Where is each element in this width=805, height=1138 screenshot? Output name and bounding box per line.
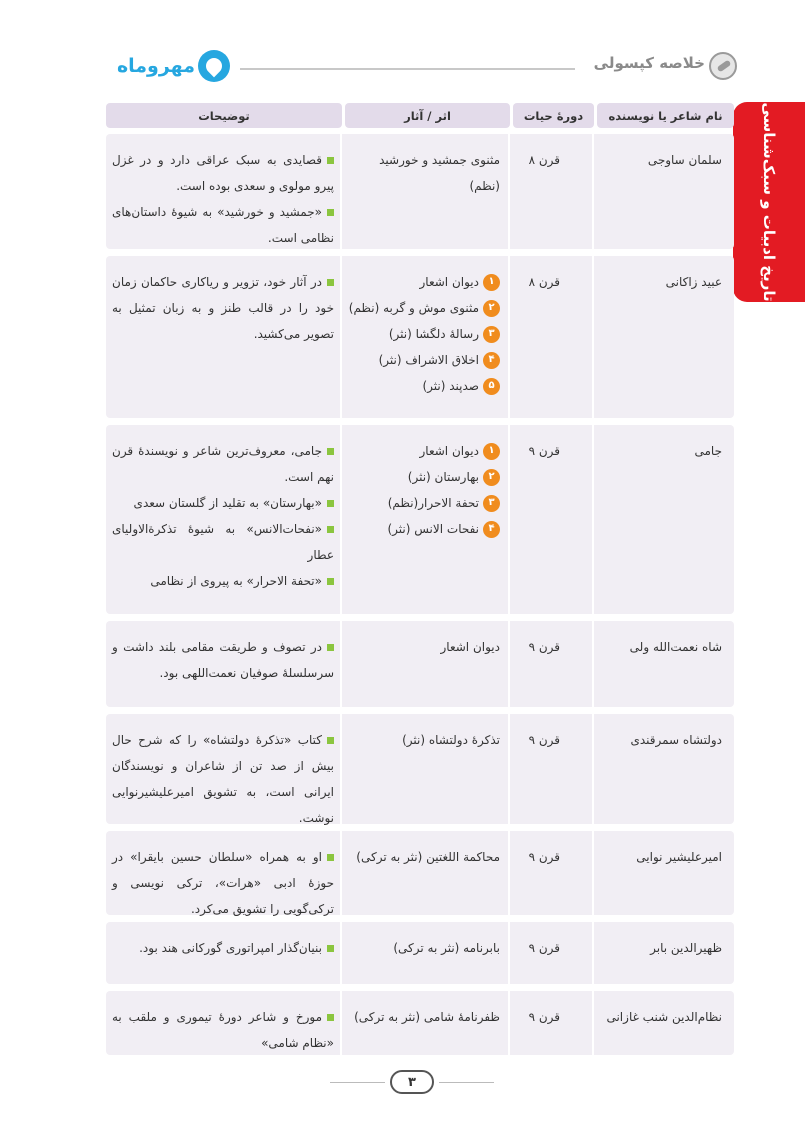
work-number-badge: ۱ — [483, 443, 500, 460]
work-title: بهارستان (نثر) — [407, 470, 479, 484]
table-row — [106, 425, 734, 614]
authors-table — [106, 103, 734, 1062]
works-cell — [342, 831, 510, 915]
work-title: دیوان اشعار — [419, 275, 479, 289]
header-era: دورهٔ حیات — [513, 103, 594, 128]
note-item — [112, 438, 334, 490]
work-item — [348, 490, 500, 516]
work-title: صدپند (نثر) — [422, 379, 479, 393]
work-title: رسالهٔ دلگشا (نثر) — [388, 327, 479, 341]
author-era: قرن ۹ — [510, 425, 594, 614]
square-bullet-icon — [327, 578, 334, 585]
table-body — [106, 134, 734, 1055]
author-name: ظهیرالدین بابر — [650, 941, 722, 955]
note-text: مورخ و شاعر دورهٔ تیموری و ملقب به «نظام شامی» — [112, 1010, 334, 1050]
note-text: «بهارستان» به تقلید از گلستان سعدی — [133, 496, 322, 510]
works-cell — [342, 922, 510, 984]
note-item — [112, 844, 334, 922]
works-cell — [342, 425, 510, 614]
work-item — [348, 464, 500, 490]
note-item — [112, 568, 334, 594]
note-text: جامی، معروف‌ترین شاعر و نویسندهٔ قرن نهم است. — [112, 444, 334, 484]
work-number-badge: ۴ — [483, 521, 500, 538]
works-cell — [342, 134, 510, 249]
author-era: قرن ۹ — [510, 991, 594, 1055]
note-item — [112, 727, 334, 831]
author-name: دولتشاه سمرقندی — [630, 733, 722, 747]
work-title: محاکمة اللغتین (نثر به ترکی) — [356, 850, 500, 864]
square-bullet-icon — [327, 945, 334, 952]
author-era: قرن ۹ — [510, 714, 594, 824]
table-row — [106, 831, 734, 915]
work-title: اخلاق الاشراف (نثر) — [378, 353, 479, 367]
work-number-badge: ۳ — [483, 495, 500, 512]
work-item — [348, 321, 500, 347]
author-era: قرن ۸ — [510, 256, 594, 418]
work-title: دیوان اشعار — [440, 640, 500, 654]
table-row — [106, 134, 734, 249]
butterfly-logo-icon — [198, 50, 230, 82]
table-row — [106, 256, 734, 418]
author-era: قرن ۸ — [510, 134, 594, 249]
square-bullet-icon — [327, 279, 334, 286]
header-notes: توضیحات — [106, 103, 342, 128]
notes-cell — [106, 831, 342, 915]
header-divider — [240, 68, 575, 70]
square-bullet-icon — [327, 526, 334, 533]
note-item — [112, 269, 334, 347]
work-number-badge: ۲ — [483, 300, 500, 317]
table-row — [106, 621, 734, 707]
table-row — [106, 714, 734, 824]
author-era: قرن ۹ — [510, 621, 594, 707]
note-text: «تحفة الاحرار» به پیروی از نظامی — [150, 574, 322, 588]
square-bullet-icon — [327, 1014, 334, 1021]
works-cell — [342, 714, 510, 824]
author-name: نظام‌الدین شنب غازانی — [606, 1010, 722, 1024]
square-bullet-icon — [327, 157, 334, 164]
section-title: خلاصه کپسولی — [593, 54, 705, 72]
chapter-side-tab — [733, 102, 805, 302]
note-item — [112, 147, 334, 199]
work-item — [348, 438, 500, 464]
work-number-badge: ۳ — [483, 326, 500, 343]
note-item — [112, 516, 334, 568]
work-number-badge: ۱ — [483, 274, 500, 291]
author-name: شاه نعمت‌الله ولی — [629, 640, 722, 654]
table-row — [106, 991, 734, 1055]
notes-cell — [106, 256, 342, 418]
work-title: مثنوی جمشید و خورشید (نظم) — [379, 153, 500, 193]
notes-cell — [106, 922, 342, 984]
notes-cell — [106, 134, 342, 249]
note-text: «نفحات‌الانس» به شیوهٔ تذکرة‌الاولیای عطار — [112, 522, 334, 562]
author-name: سلمان ساوجی — [647, 153, 722, 167]
work-title: نفحات الانس (نثر) — [387, 522, 479, 536]
author-name: جامی — [694, 444, 722, 458]
square-bullet-icon — [327, 644, 334, 651]
work-number-badge: ۴ — [483, 352, 500, 369]
notes-cell — [106, 991, 342, 1055]
work-title: بابرنامه (نثر به ترکی) — [393, 941, 500, 955]
work-item — [348, 373, 500, 399]
note-text: در آثار خود، تزویر و ریاکاری حاکمان زمان خود را در قالب طنز و به زبان تمثیل به تصویر می‌کشید. — [112, 275, 334, 341]
note-item — [112, 199, 334, 251]
square-bullet-icon — [327, 854, 334, 861]
table-header-row — [106, 103, 734, 128]
square-bullet-icon — [327, 737, 334, 744]
note-item — [112, 1004, 334, 1056]
note-text: «جمشید و خورشید» به شیوهٔ داستان‌های نظامی است. — [112, 205, 334, 245]
author-name: عبید زاکانی — [665, 275, 722, 289]
note-text: بنیان‌گذار امپراتوری گورکانی هند بود. — [139, 941, 322, 955]
note-text: در تصوف و طریقت مقامی بلند داشت و سرسلسلهٔ صوفیان نعمت‌اللهی بود. — [112, 640, 334, 680]
work-item — [348, 269, 500, 295]
footer-line-right — [439, 1082, 494, 1083]
header-name: نام شاعر یا نویسنده — [597, 103, 734, 128]
author-era: قرن ۹ — [510, 831, 594, 915]
square-bullet-icon — [327, 500, 334, 507]
notes-cell — [106, 621, 342, 707]
table-row — [106, 922, 734, 984]
works-cell — [342, 991, 510, 1055]
notes-cell — [106, 714, 342, 824]
work-title: تحفة الاحرار(نظم) — [387, 496, 479, 510]
work-number-badge: ۵ — [483, 378, 500, 395]
works-cell — [342, 256, 510, 418]
capsule-icon — [709, 52, 737, 80]
work-item — [348, 347, 500, 373]
work-title: ظفرنامهٔ شامی (نثر به ترکی) — [354, 1010, 500, 1024]
note-item — [112, 935, 334, 961]
work-title: تذکرهٔ دولتشاه (نثر) — [402, 733, 500, 747]
work-title: مثنوی موش و گربه (نظم) — [348, 301, 479, 315]
page-number: ۳ — [390, 1070, 434, 1094]
work-title: دیوان اشعار — [419, 444, 479, 458]
work-number-badge: ۲ — [483, 469, 500, 486]
work-item — [348, 516, 500, 542]
publisher-logo-text: مهروماه — [116, 55, 195, 77]
footer-line-left — [330, 1082, 385, 1083]
work-item — [348, 295, 500, 321]
side-tab-label: تاریخ ادبیات و سبک‌شناسی — [760, 102, 778, 302]
note-text: قصایدی به سبک عراقی دارد و در غزل پیرو مولوی و سعدی بوده است. — [112, 153, 334, 193]
square-bullet-icon — [327, 448, 334, 455]
note-text: کتاب «تذکرهٔ دولتشاه» را که شرح حال بیش از صد تن از شاعران و نویسندگان ایرانی است، به تشویق امیرعلیشیرنوایی نوشت. — [112, 733, 334, 825]
note-item — [112, 634, 334, 686]
author-era: قرن ۹ — [510, 922, 594, 984]
note-text: او به همراه «سلطان حسین بایقرا» در حوزهٔ ادبی «هرات»، ترکی نویسی و ترکی‌گویی را تشویق می‌کرد. — [112, 850, 334, 916]
square-bullet-icon — [327, 209, 334, 216]
header-works: اثر / آثار — [345, 103, 510, 128]
works-cell — [342, 621, 510, 707]
author-name: امیرعلیشیر نوایی — [636, 850, 722, 864]
note-item — [112, 490, 334, 516]
notes-cell — [106, 425, 342, 614]
